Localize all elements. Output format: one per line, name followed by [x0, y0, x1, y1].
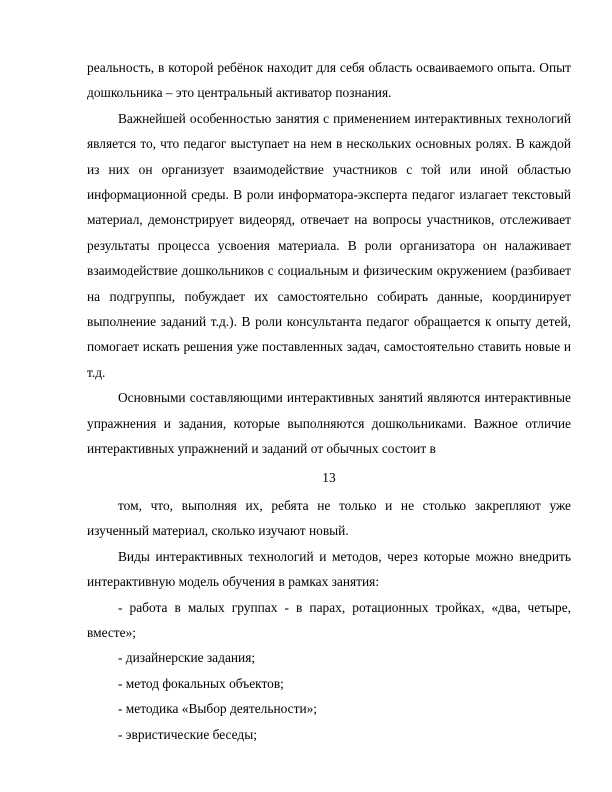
- list-item: - метод фокальных объектов;: [118, 675, 284, 691]
- paragraph-continuation: реальность, в которой ребёнок находит для себя область осваиваемого опыта. Опыт дошкольника – это центральный активатор познания.: [87, 60, 571, 101]
- page-number: 13: [322, 469, 336, 485]
- paragraph-learning-new: том, что, выполняя их, ребята не только и не столько закрепляют уже изученный материал, сколько изучают новый.: [87, 497, 571, 539]
- paragraph-interactive-components: Основными составляющими интерактивных занятий являются интерактивные упражнения и задания, которые выполняются дошкольниками. Важное отличие интерактивных упражнений и заданий от обычных состоит в: [87, 390, 571, 457]
- list-item: - дизайнерские задания;: [118, 650, 256, 666]
- list-item: - эвристические беседы;: [118, 726, 257, 742]
- list-item: - работа в малых группах - в парах, ротационных тройках, «два, четыре, вместе»;: [87, 599, 571, 640]
- paragraph-teacher-roles: Важнейшей особенностью занятия с применением интерактивных технологий является то, что педагог выступает на нем в нескольких основных ролях. В каждой из них он организует взаимодействие участников с той или иной областью информационной среды. В роли информатора-эксперта педагог излагает текстовый материал, демонстрирует видеоряд, отвечает на вопросы участников, отслеживает результаты процесса усвоения материала. В роли организатора он налаживает взаимодействие дошкольников с социальным и физическим окружением (разбивает на подгруппы, побуждает их самостоятельно собирать данные, координирует выполнение заданий т.д.). В роли консультанта педагог обращается к опыту детей, помогает искать решения уже поставленных задач, самостоятельно ставить новые и т.д.: [87, 110, 571, 380]
- list-item: - методика «Выбор деятельности»;: [118, 701, 318, 717]
- paragraph-technology-types: Виды интерактивных технологий и методов, через которые можно внедрить интерактивную модель обучения в рамках занятия:: [87, 548, 571, 590]
- document-page: [87, 55, 571, 747]
